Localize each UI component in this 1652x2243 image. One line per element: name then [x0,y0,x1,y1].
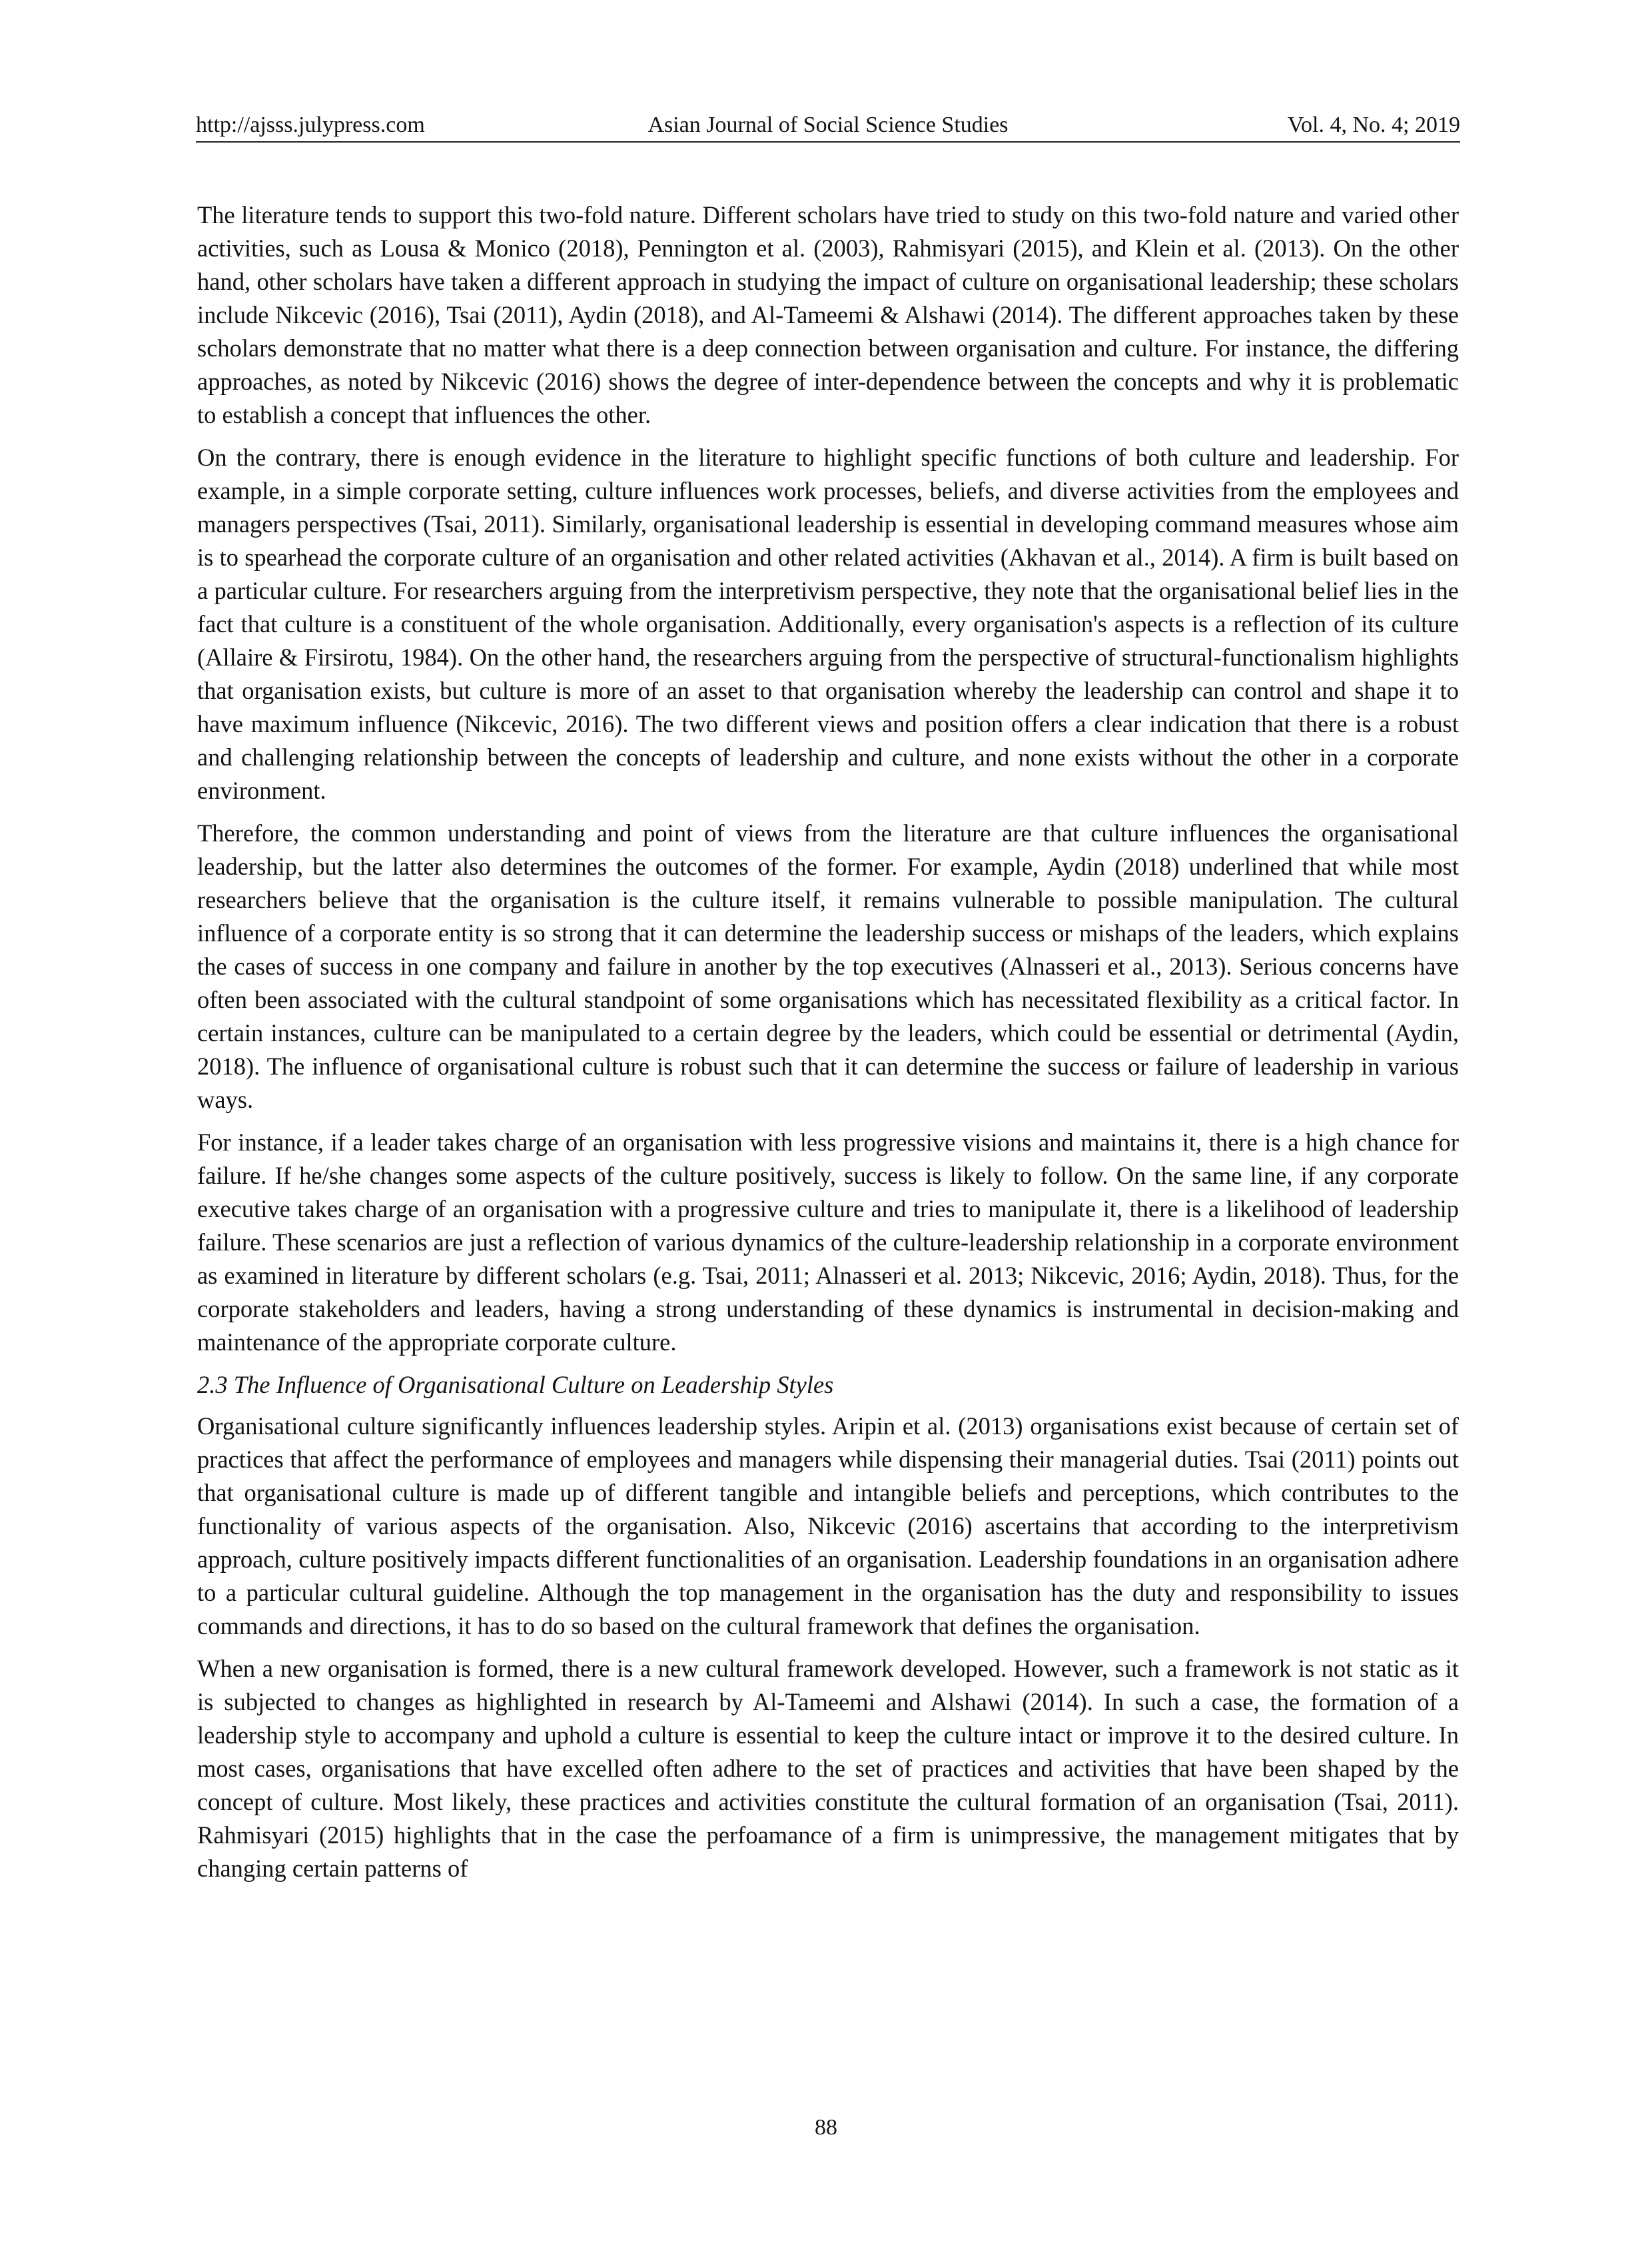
section-heading: 2.3 The Influence of Organisational Culture on Leadership Styles [197,1371,834,1398]
paragraph: The literature tends to support this two-fold nature. Different scholars have tried to study on this two-fold nature and varied other activities, such as Lousa & Monico (2018), Pennington et al. (2003), Rahmisyari (2015), and Klein et al. (2013). On the other hand, other scholars have taken a different approach in studying the impact of culture on organisational leadership; these scholars include Nikcevic (2016), Tsai (2011), Aydin (2018), and Al-Tameemi & Alshawi (2014). The different approaches taken by these scholars demonstrate that no matter what there is a deep connection between organisation and culture. For instance, the differing approaches, as noted by Nikcevic (2016) shows the degree of inter-dependence between the concepts and why it is problematic to establish a concept that influences the other. [197,201,1459,428]
article-body [197,199,1459,1895]
paragraph: On the contrary, there is enough evidence in the literature to highlight specific functions of both culture and leadership. For example, in a simple corporate setting, culture influences work processes, beliefs, and diverse activities from the employees and managers perspectives (Tsai, 2011). Similarly, organisational leadership is essential in developing command measures whose aim is to spearhead the corporate culture of an organisation and other related activities (Akhavan et al., 2014). A firm is built based on a particular culture. For researchers arguing from the interpretivism perspective, they note that the organisational belief lies in the fact that culture is a constituent of the whole organisation. Additionally, every organisation's aspects is a reflection of its culture (Allaire & Firsirotu, 1984). On the other hand, the researchers arguing from the perspective of structural-functionalism highlights that organisation exists, but culture is more of an asset to that organisation whereby the leadership can control and shape it to have maximum influence (Nikcevic, 2016). The two different views and position offers a clear indication that there is a robust and challenging relationship between the concepts of leadership and culture, and none exists without the other in a corporate environment. [197,444,1459,804]
journal-url: http://ajsss.julypress.com [196,113,425,137]
volume-issue: Vol. 4, No. 4; 2019 [1287,113,1460,137]
paragraph: Organisational culture significantly influences leadership styles. Aripin et al. (2013) organisations exist because of certain set of practices that affect the performance of employees and managers while dispensing their managerial duties. Tsai (2011) points out that organisational culture is made up of different tangible and intangible beliefs and perceptions, which contributes to the functionality of various aspects of the organisation. Also, Nikcevic (2016) ascertains that according to the interpretivism approach, culture positively impacts different functionalities of an organisation. Leadership foundations in an organisation adhere to a particular cultural guideline. Although the top management in the organisation has the duty and responsibility to issues commands and directions, it has to do so based on the cultural framework that defines the organisation. [197,1412,1459,1639]
paragraph: When a new organisation is formed, there is a new cultural framework developed. However, such a framework is not static as it is subjected to changes as highlighted in research by Al-Tameemi and Alshawi (2014). In such a case, the formation of a leadership style to accompany and uphold a culture is essential to keep the culture intact or improve it to the desired culture. In most cases, organisations that have excelled often adhere to the set of practices and activities that have been shaped by the concept of culture. Most likely, these practices and activities constitute the cultural formation of an organisation (Tsai, 2011). Rahmisyari (2015) highlights that in the case the perfoamance of a firm is unimpressive, the management mitigates that by changing certain patterns of [197,1655,1459,1882]
journal-title: Asian Journal of Social Science Studies [647,113,1009,137]
paragraph: Therefore, the common understanding and point of views from the literature are that culture influences the organisational leadership, but the latter also determines the outcomes of the former. For example, Aydin (2018) underlined that while most researchers believe that the organisation is the culture itself, it remains vulnerable to possible manipulation. The cultural influence of a corporate entity is so strong that it can determine the leadership success or mishaps of the leaders, which explains the cases of success in one company and failure in another by the top executives (Alnasseri et al., 2013). Serious concerns have often been associated with the cultural standpoint of some organisations which has necessitated flexibility as a critical factor. In certain instances, culture can be manipulated to a certain degree by the leaders, which could be essential or detrimental (Aydin, 2018). The influence of organisational culture is robust such that it can determine the success or failure of leadership in various ways. [197,819,1459,1113]
running-header [196,112,1460,143]
paragraph: For instance, if a leader takes charge of an organisation with less progressive visions and maintains it, there is a high chance for failure. If he/she changes some aspects of the culture positively, success is likely to follow. On the same line, if any corporate executive takes charge of an organisation with a progressive culture and tries to manipulate it, there is a likelihood of leadership failure. These scenarios are just a reflection of various dynamics of the culture-leadership relationship in a corporate environment as examined in literature by different scholars (e.g. Tsai, 2011; Alnasseri et al. 2013; Nikcevic, 2016; Aydin, 2018). Thus, for the corporate stakeholders and leaders, having a strong understanding of these dynamics is instrumental in decision-making and maintenance of the appropriate corporate culture. [197,1128,1459,1356]
page-number: 88 [815,2115,837,2140]
